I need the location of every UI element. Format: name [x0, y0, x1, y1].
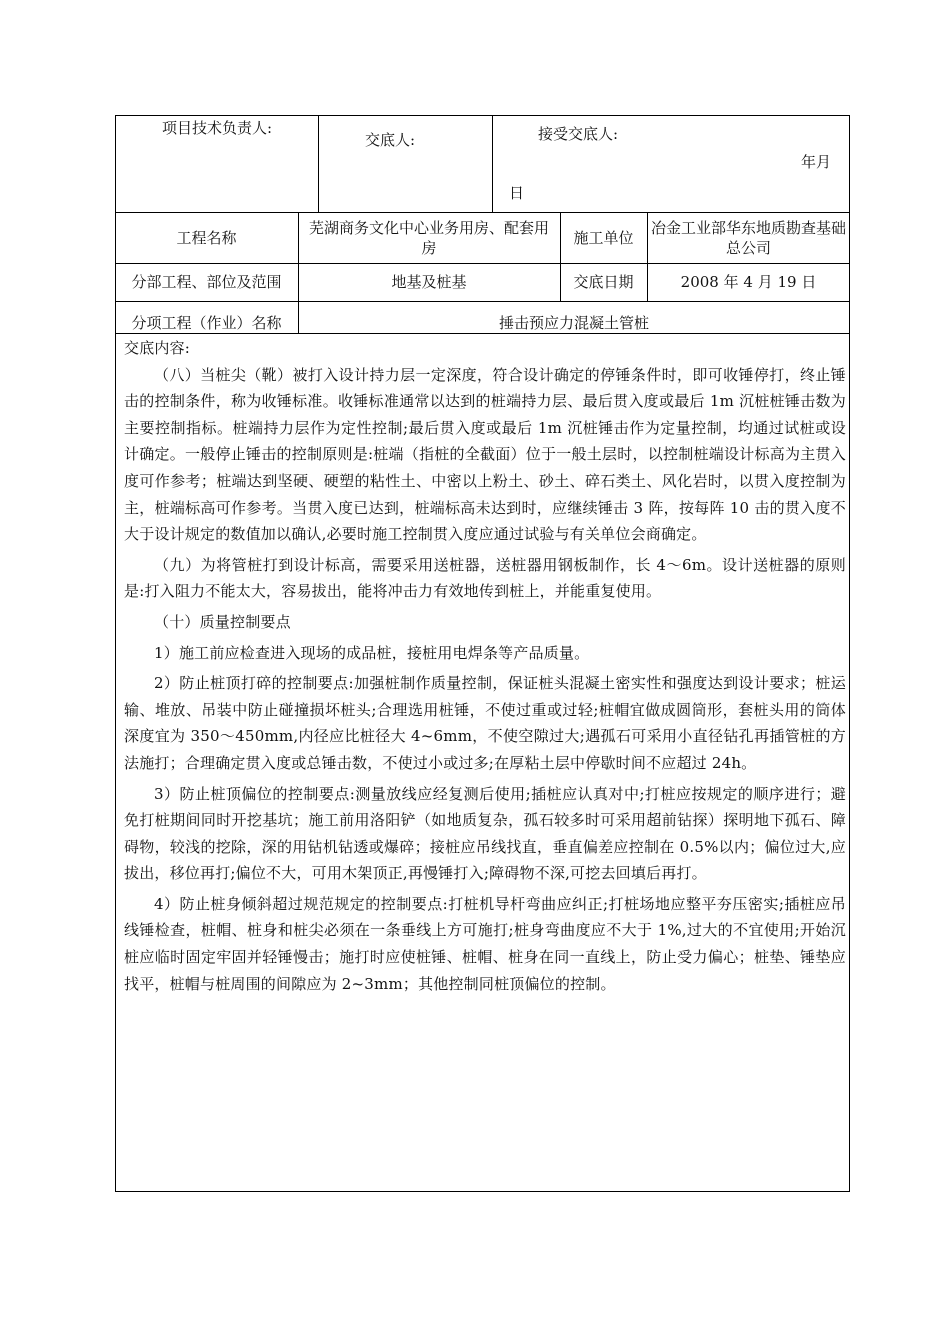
- division-label: 分部工程、部位及范围: [131, 273, 282, 291]
- content-paragraph: 2）防止桩顶打碎的控制要点:加强桩制作质量控制，保证桩头混凝土密实性和强度达到设计要求；桩运输、堆放、吊装中防止碰撞损坏桩头;合理选用桩锤，不使过重或过轻;桩帽宜做成圆筒形，套桩头用的筒体深度宜为 350～450mm,内径应比桩径大 4~6mm，不使空隙过大;遇孤石可采用小直径钻孔再插管桩的方法施打；合理确定贯入度或总锤击数，不使过小或过多;在厚粘土层中停歇时间不应超过 24h。: [124, 674, 846, 772]
- content-paragraph: （八）当桩尖（靴）被打入设计持力层一定深度，符合设计确定的停锤条件时，即可收锤停打，终止锤击的控制条件，称为收锤标准。收锤标准通常以达到的桩端持力层、最后贯入度或最后 1m 沉桩桩锤击数为主要控制指标。桩端持力层作为定性控制;最后贯入度或最后 1m 沉桩锤击作为定量控制，均通过试桩或设计确定。一般停止锤击的控制原则是:桩端（指桩的全截面）位于一般土层时，以控制桩端设计标高为主贯入度可作参考；桩端达到坚硬、硬塑的粘性土、中密以上粉土、砂土、碎石类土、风化岩时，以贯入度控制为主，桩端标高可作参考。当贯入度已达到，桩端标高未达到时，应继续锤击 3 阵，按每阵 10 击的贯入度不大于设计规定的数值加以确认,必要时施工控制贯入度应通过试验与有关单位会商确定。: [124, 365, 846, 544]
- content-paragraph: 1）施工前应检查进入现场的成品桩，接桩用电焊条等产品质量。: [154, 643, 590, 662]
- division-value: 地基及桩基: [391, 273, 467, 291]
- row-divider: [115, 301, 850, 302]
- content-paragraph: 4）防止桩身倾斜超过规范规定的控制要点:打桩机导杆弯曲应纠正;打桩场地应整平夯压密实;插桩应吊线锤检查，桩帽、桩身和桩尖必须在一条垂线上方可施打;桩身弯曲度应不大于 1%,过大的不宜使用;开始沉桩应临时固定牢固并轻锤慢击；施打时应使桩锤、桩帽、桩身在同一直线上，防止受力偏心；桩垫、锤垫应找平，桩帽与桩周围的间隙应为 2~3mm；其他控制同桩顶偏位的控制。: [124, 894, 846, 993]
- row-divider: [115, 263, 850, 264]
- column-divider: [318, 115, 319, 213]
- tech-lead-label: 项目技术负责人:: [162, 119, 273, 137]
- row-divider: [115, 333, 850, 334]
- receiver-label: 接受交底人:: [538, 125, 619, 143]
- project-name-value: 芜湖商务文化中心业务用房、配套用房: [308, 219, 549, 257]
- date-month-label: 年月: [801, 153, 832, 171]
- column-divider: [492, 115, 493, 213]
- sub-item-label: 分项工程（作业）名称: [131, 314, 282, 332]
- content-paragraph: （十）质量控制要点: [154, 612, 291, 631]
- disclosure-date-value: 2008 年 4 月 19 日: [680, 273, 817, 291]
- discloser-label: 交底人:: [365, 131, 416, 149]
- sub-item-value: 捶击预应力混凝土管桩: [498, 314, 649, 332]
- content-paragraph: （九）为将管桩打到设计标高，需要采用送桩器，送桩器用钢板制作，长 4～6m。设计送桩器的原则是:打入阻力不能太大，容易拔出，能将冲击力有效地传到桩上，并能重复使用。: [124, 555, 846, 601]
- project-name-label: 工程名称: [176, 229, 237, 247]
- content-paragraph: 3）防止桩顶偏位的控制要点:测量放线应经复测后使用;插桩应认真对中;打桩应按规定的顺序进行；避免打桩期间同时开挖基坑；施工前用洛阳铲（如地质复杂，孤石较多时可采用超前钻探）探明地下孤石、障碍物，较浅的挖除，深的用钻机钻透或爆碎；接桩应吊线找直，垂直偏差应控制在 0.5%以内；偏位过大,应拔出，移位再打;偏位不大，可用木架顶正,再慢锤打入;障碍物不深,可挖去回填后再打。: [124, 784, 846, 883]
- construction-unit-label: 施工单位: [573, 229, 634, 247]
- disclosure-content: [124, 335, 846, 997]
- disclosure-date-label: 交底日期: [573, 273, 634, 291]
- date-day-label: 日: [509, 184, 525, 202]
- content-heading: 交底内容:: [124, 339, 191, 357]
- row-divider: [115, 212, 850, 213]
- construction-unit-value: 冶金工业部华东地质勘查基础总公司: [651, 219, 847, 257]
